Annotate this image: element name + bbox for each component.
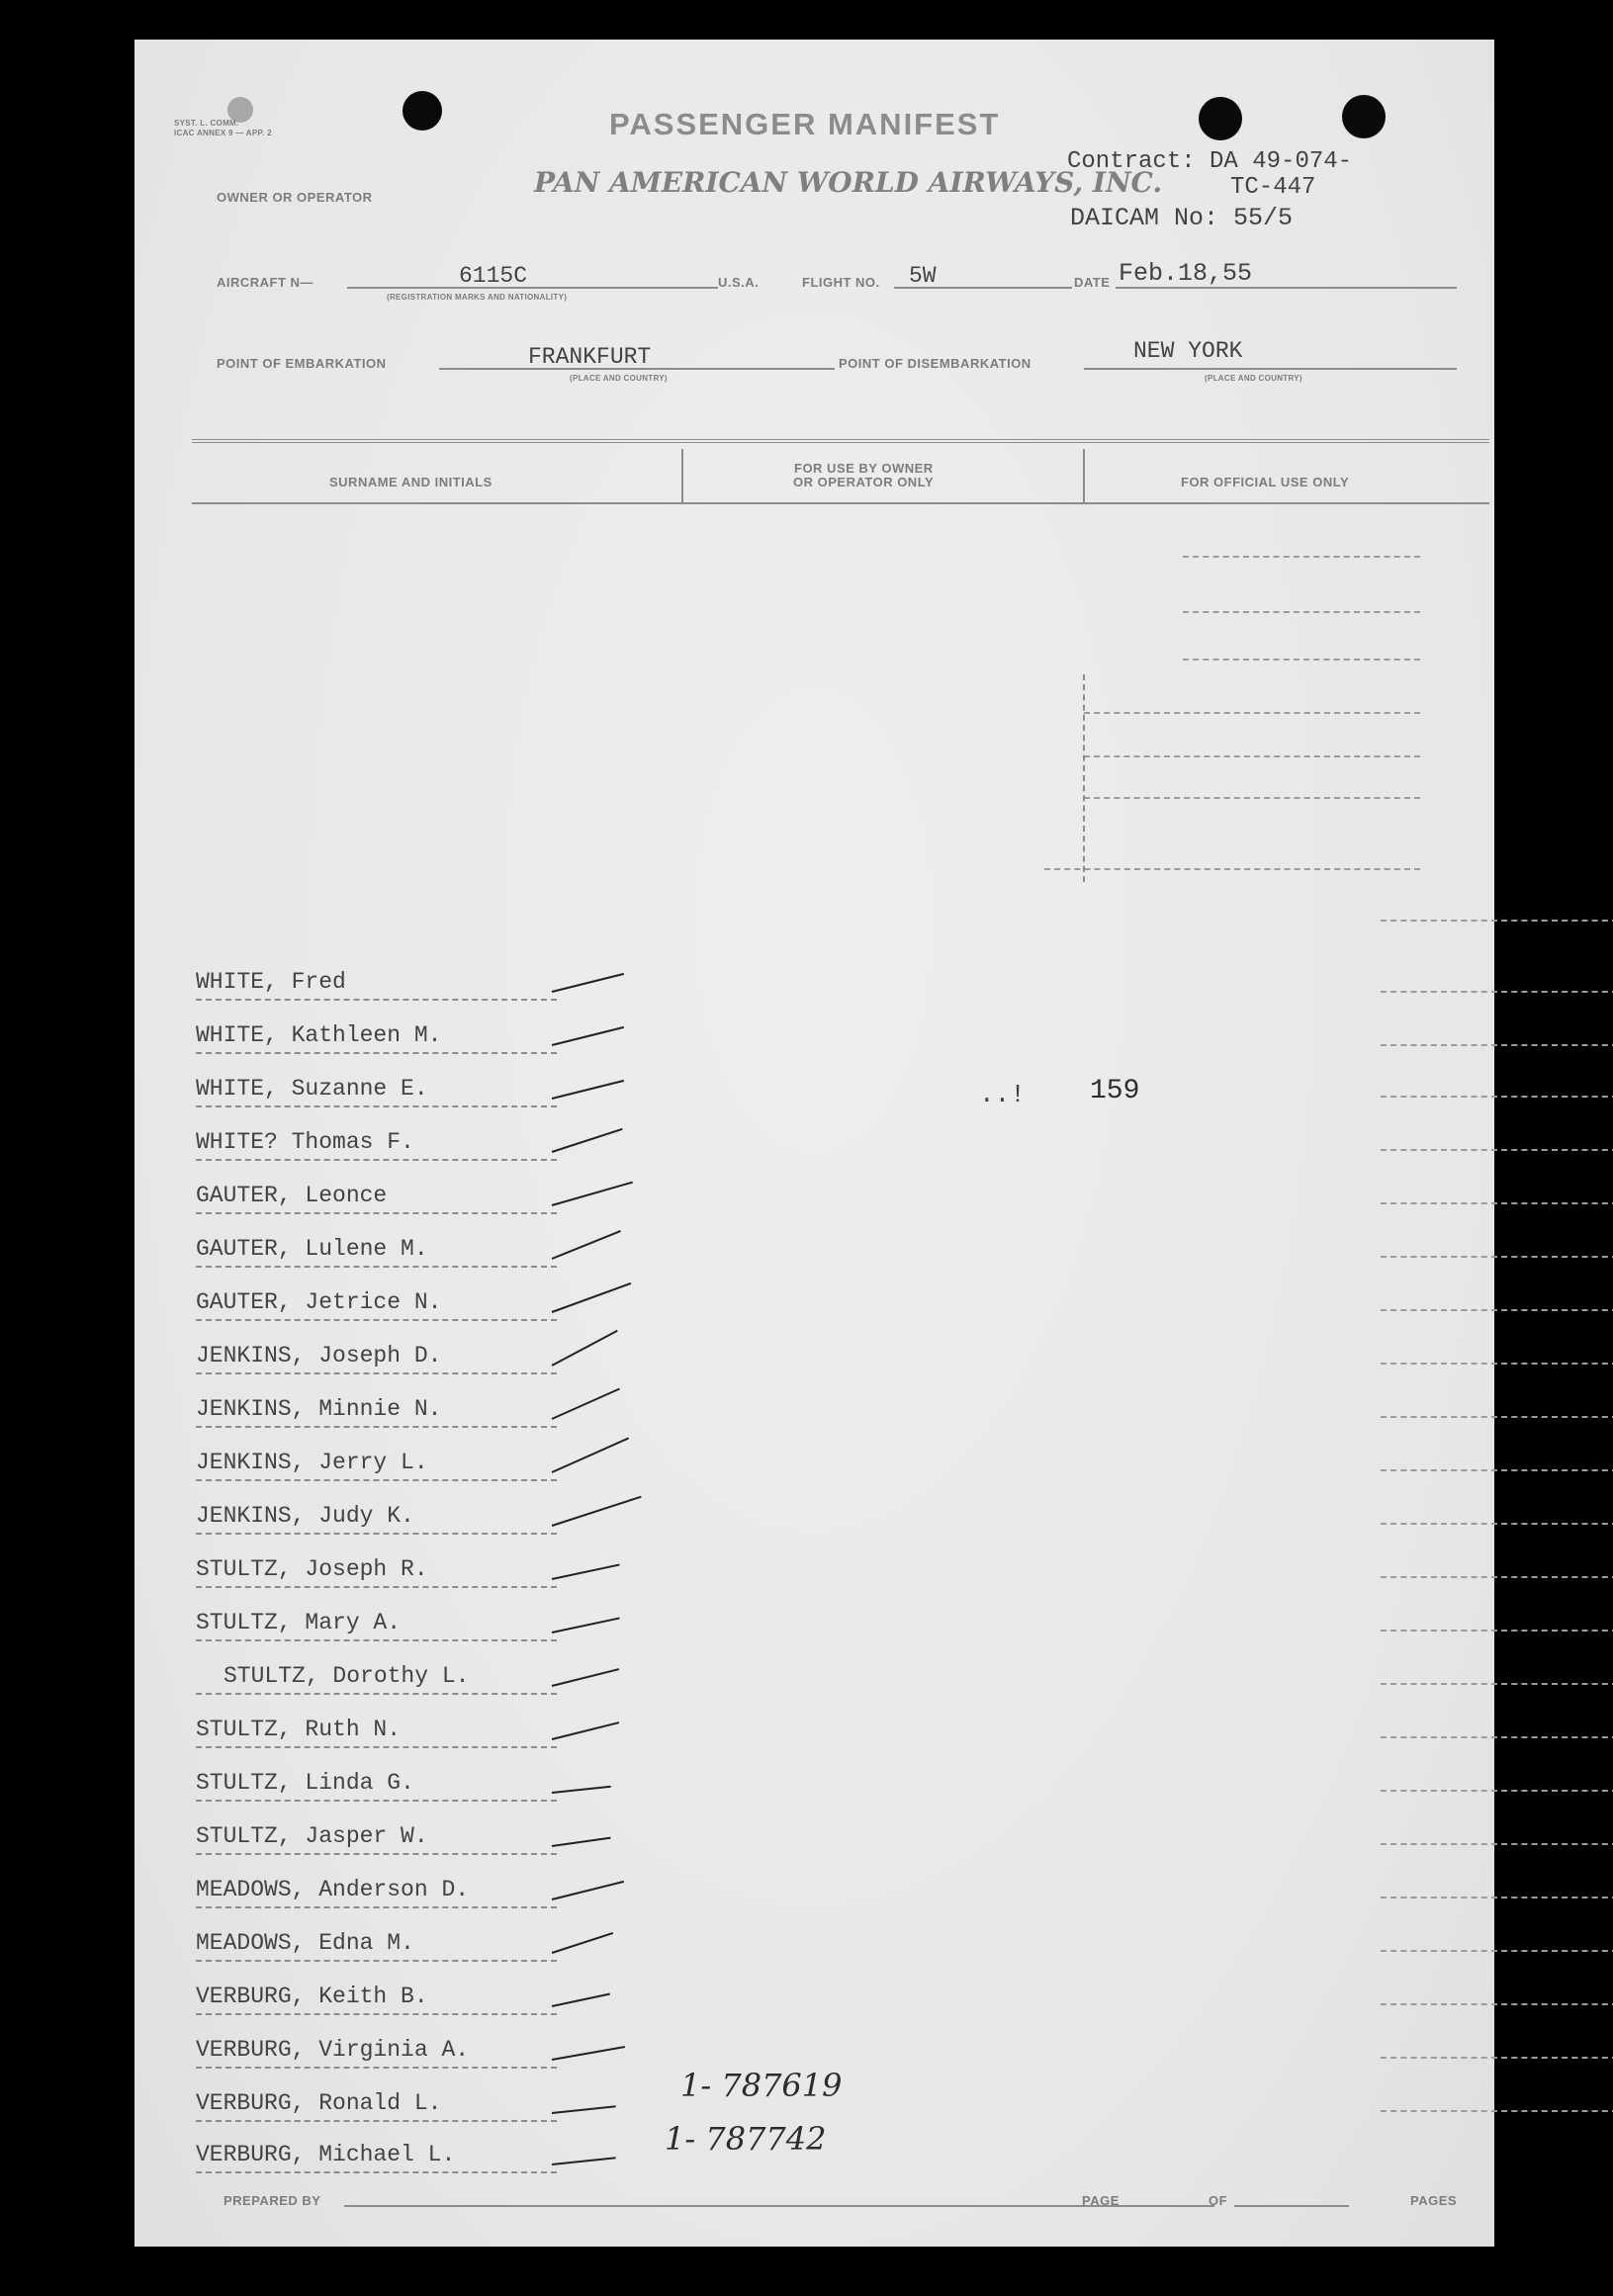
aircraft-label: AIRCRAFT N— xyxy=(217,275,314,290)
of-line xyxy=(1234,2205,1349,2207)
regulation-line-2: ICAC ANNEX 9 — APP. 2 xyxy=(174,129,272,137)
passenger-name: GAUTER, Lulene M. xyxy=(196,1236,428,1262)
page-title: PASSENGER MANIFEST xyxy=(609,107,1001,141)
embarkation-value: FRANKFURT xyxy=(528,344,652,370)
flight-label: FLIGHT NO. xyxy=(802,275,880,290)
date-label: DATE xyxy=(1074,275,1111,290)
contract-line-1: Contract: DA 49-074- xyxy=(1067,148,1353,175)
column-owner-use-2: OR OPERATOR ONLY xyxy=(793,475,935,489)
disembarkation-caption: (PLACE AND COUNTRY) xyxy=(1205,374,1302,383)
passenger-name: WHITE, Suzanne E. xyxy=(196,1076,428,1102)
official-rule xyxy=(1183,611,1420,613)
passenger-name: GAUTER, Jetrice N. xyxy=(196,1289,442,1315)
passenger-name: WHITE, Kathleen M. xyxy=(196,1022,442,1048)
prepared-by-label: PREPARED BY xyxy=(224,2193,321,2208)
handwritten-ticket-number: 1- 787742 xyxy=(665,2120,827,2158)
column-official: FOR OFFICIAL USE ONLY xyxy=(1181,475,1350,489)
passenger-name: VERBURG, Ronald L. xyxy=(196,2090,442,2116)
passenger-name: JENKINS, Minnie N. xyxy=(196,1396,442,1422)
regulation-line-1: SYST. L. COMM. xyxy=(174,119,239,128)
disembarkation-label: POINT OF DISEMBARKATION xyxy=(839,356,1031,371)
handwritten-ticket-number: 1- 787619 xyxy=(680,2067,843,2104)
official-rule xyxy=(1183,556,1420,558)
passenger-name: STULTZ, Ruth N. xyxy=(196,1717,402,1742)
passenger-name: STULTZ, Jasper W. xyxy=(196,1823,428,1849)
page-label: PAGE xyxy=(1082,2193,1120,2208)
column-divider-2 xyxy=(1083,449,1085,504)
punch-hole-right-1 xyxy=(1199,97,1242,140)
owner-label: OWNER OR OPERATOR xyxy=(217,190,373,205)
table-header-bottom-rule xyxy=(192,502,1489,504)
manifest-page xyxy=(134,40,1494,2247)
flight-date: Feb.18,55 xyxy=(1119,259,1253,288)
column-divider-1 xyxy=(681,449,683,504)
official-rule xyxy=(1084,712,1420,714)
column-owner-use-1: FOR USE BY OWNER xyxy=(794,461,934,476)
passenger-name: VERBURG, Michael L. xyxy=(196,2142,456,2167)
official-rule xyxy=(1044,868,1420,870)
disembarkation-line xyxy=(1084,368,1457,370)
passenger-name: WHITE? Thomas F. xyxy=(196,1129,414,1155)
passenger-name: STULTZ, Dorothy L. xyxy=(224,1663,470,1689)
operator-name: PAN AMERICAN WORLD AIRWAYS, INC. xyxy=(534,166,1163,199)
of-label: OF xyxy=(1209,2193,1228,2208)
passenger-name: WHITE, Fred xyxy=(196,969,346,995)
contract-line-2: TC-447 xyxy=(1230,174,1316,201)
passenger-name: STULTZ, Linda G. xyxy=(196,1770,414,1796)
passenger-name: GAUTER, Leonce xyxy=(196,1183,388,1208)
passenger-name: JENKINS, Judy K. xyxy=(196,1503,414,1529)
embarkation-label: POINT OF EMBARKATION xyxy=(217,356,387,371)
flight-number: 5W xyxy=(909,263,937,289)
disembarkation-value: NEW YORK xyxy=(1133,338,1243,364)
official-rule xyxy=(1084,755,1420,757)
passenger-name: STULTZ, Mary A. xyxy=(196,1610,402,1635)
passenger-name: VERBURG, Virginia A. xyxy=(196,2037,470,2063)
registration-caption: (REGISTRATION MARKS AND NATIONALITY) xyxy=(387,293,568,302)
passenger-name: STULTZ, Joseph R. xyxy=(196,1556,428,1582)
usa-label: U.S.A. xyxy=(718,275,760,290)
passenger-name: JENKINS, Jerry L. xyxy=(196,1450,428,1475)
page-line xyxy=(1125,2205,1207,2207)
table-top-rule xyxy=(192,439,1489,443)
aircraft-number: 6115C xyxy=(459,263,528,289)
passenger-name: MEADOWS, Edna M. xyxy=(196,1930,414,1956)
official-rule xyxy=(1183,659,1420,661)
official-rule xyxy=(1084,797,1420,799)
passenger-name: JENKINS, Joseph D. xyxy=(196,1343,442,1369)
embarkation-caption: (PLACE AND COUNTRY) xyxy=(570,374,668,383)
column-surname: SURNAME AND INITIALS xyxy=(329,475,493,489)
pages-label: PAGES xyxy=(1410,2193,1458,2208)
punch-hole-right-2 xyxy=(1342,95,1386,138)
record-number: 159 xyxy=(1090,1076,1140,1106)
stamp-mark: ..! xyxy=(979,1080,1026,1109)
passenger-name: MEADOWS, Anderson D. xyxy=(196,1877,470,1902)
official-divider xyxy=(1083,674,1085,882)
passenger-name: VERBURG, Keith B. xyxy=(196,1984,428,2009)
punch-hole-left-1 xyxy=(403,91,442,131)
aircraft-line xyxy=(347,287,718,289)
daicam-number: DAICAM No: 55/5 xyxy=(1070,204,1294,232)
